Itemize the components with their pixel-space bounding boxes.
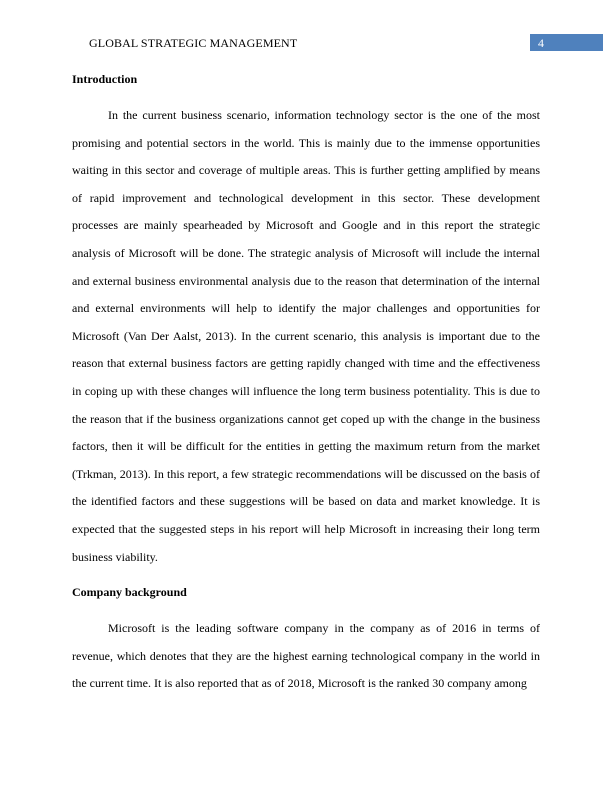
page-header xyxy=(0,34,612,52)
page-number: 4 xyxy=(538,36,544,50)
company-background-heading: Company background xyxy=(72,585,187,600)
introduction-paragraph: In the current business scenario, information technology sector is the one of the most promising and potential sectors in the world. This is mainly due to the immense opportunities waiting in this sector and coverage of multiple areas. This is further getting amplified by means of rapid improvement and technological development in this sector. These development processes are mainly spearheaded by Microsoft and Google and in this report the strategic analysis of Microsoft will be done. The strategic analysis of Microsoft will include the internal and external business environmental analysis due to the reason that determination of the internal and external environments will help to identify the major challenges and opportunities for Microsoft (Van Der Aalst, 2013). In the current scenario, this analysis is important due to the reason that external business factors are getting rapidly changed with time and the effectiveness in coping up with these changes will influence the long term business potentiality. This is due to the reason that if the business organizations cannot get coped up with the change in the business factors, then it will be difficult for the entities in getting the maximum return from the market (Trkman, 2013). In this report, a few strategic recommendations will be discussed on the basis of the identified factors and these suggestions will be based on data and market knowledge. It is expected that the suggested steps in his report will help Microsoft in increasing their long term business viability. xyxy=(72,108,540,564)
running-head: GLOBAL STRATEGIC MANAGEMENT xyxy=(89,36,298,50)
page-number-box xyxy=(530,34,603,51)
document-body xyxy=(72,68,540,698)
company-background-paragraph: Microsoft is the leading software company in the company as of 2016 in terms of revenue, which denotes that they are the highest earning technological company in the world in the current time. It is also reported that as of 2018, Microsoft is the ranked 30 company among xyxy=(72,621,540,691)
introduction-heading: Introduction xyxy=(72,72,138,86)
